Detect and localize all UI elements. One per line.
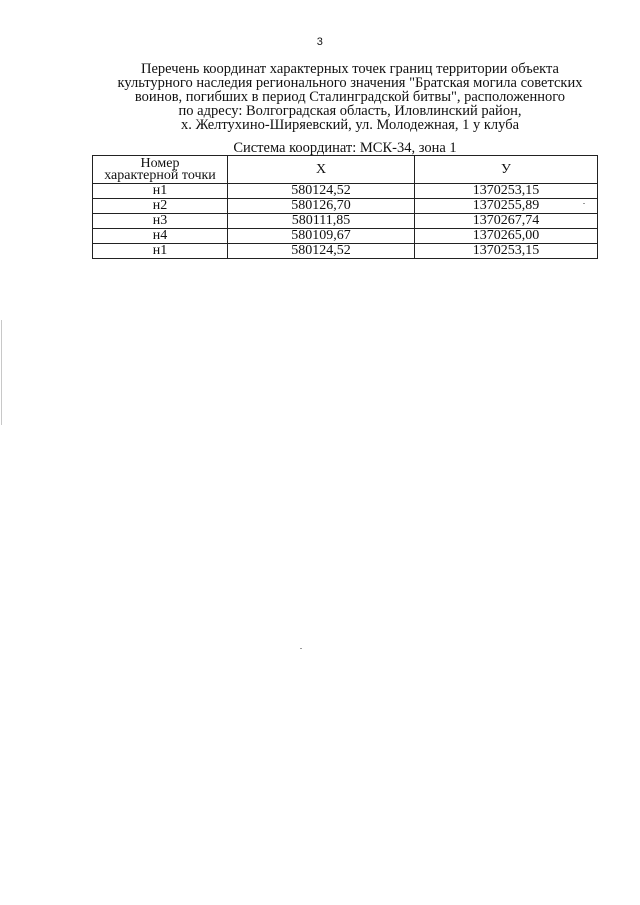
header-y: У: [415, 156, 598, 184]
cell-x: 580109,67: [228, 229, 415, 244]
title-line: Перечень координат характерных точек границ территории объекта: [141, 61, 559, 77]
coordinate-system-label: Система координат: МСК-34, зона 1: [233, 140, 457, 156]
page-number: 3: [316, 36, 324, 48]
title-line: воинов, погибших в период Сталинградской битвы", расположенного: [134, 89, 566, 105]
header-x: X: [228, 156, 415, 184]
table-row: [93, 229, 598, 244]
table-row: [93, 184, 598, 199]
cell-point: н3: [93, 214, 228, 229]
cell-y: 1370267,74: [415, 214, 598, 229]
cell-point: н1: [93, 244, 228, 259]
coordinates-table: [92, 155, 598, 259]
scan-speck: [300, 648, 302, 649]
cell-y: 1370253,15: [415, 244, 598, 259]
cell-point: н4: [93, 229, 228, 244]
header-point-line1: Номер: [140, 155, 180, 171]
title-line: по адресу: Волгоградская область, Иловлинский район,: [178, 103, 522, 119]
title-line: х. Желтухино-Ширяевский, ул. Молодежная, 1 у клуба: [180, 117, 520, 133]
cell-x: 580111,85: [228, 214, 415, 229]
document-title: [90, 62, 610, 132]
table-row: [93, 199, 598, 214]
cell-y: 1370255,89: [415, 199, 598, 214]
scan-speck: [583, 203, 585, 204]
cell-y: 1370253,15: [415, 184, 598, 199]
table-row: [93, 214, 598, 229]
cell-x: 580126,70: [228, 199, 415, 214]
cell-x: 580124,52: [228, 244, 415, 259]
header-point-number: [93, 156, 228, 184]
table-row: [93, 244, 598, 259]
cell-y: 1370265,00: [415, 229, 598, 244]
title-line: культурного наследия регионального значения "Братская могила советских: [117, 75, 583, 91]
cell-point: н2: [93, 199, 228, 214]
scan-margin-mark: [1, 320, 2, 425]
header-point-line2: характерной точки: [104, 167, 216, 183]
table-header-row: [93, 156, 598, 184]
cell-x: 580124,52: [228, 184, 415, 199]
cell-point: н1: [93, 184, 228, 199]
